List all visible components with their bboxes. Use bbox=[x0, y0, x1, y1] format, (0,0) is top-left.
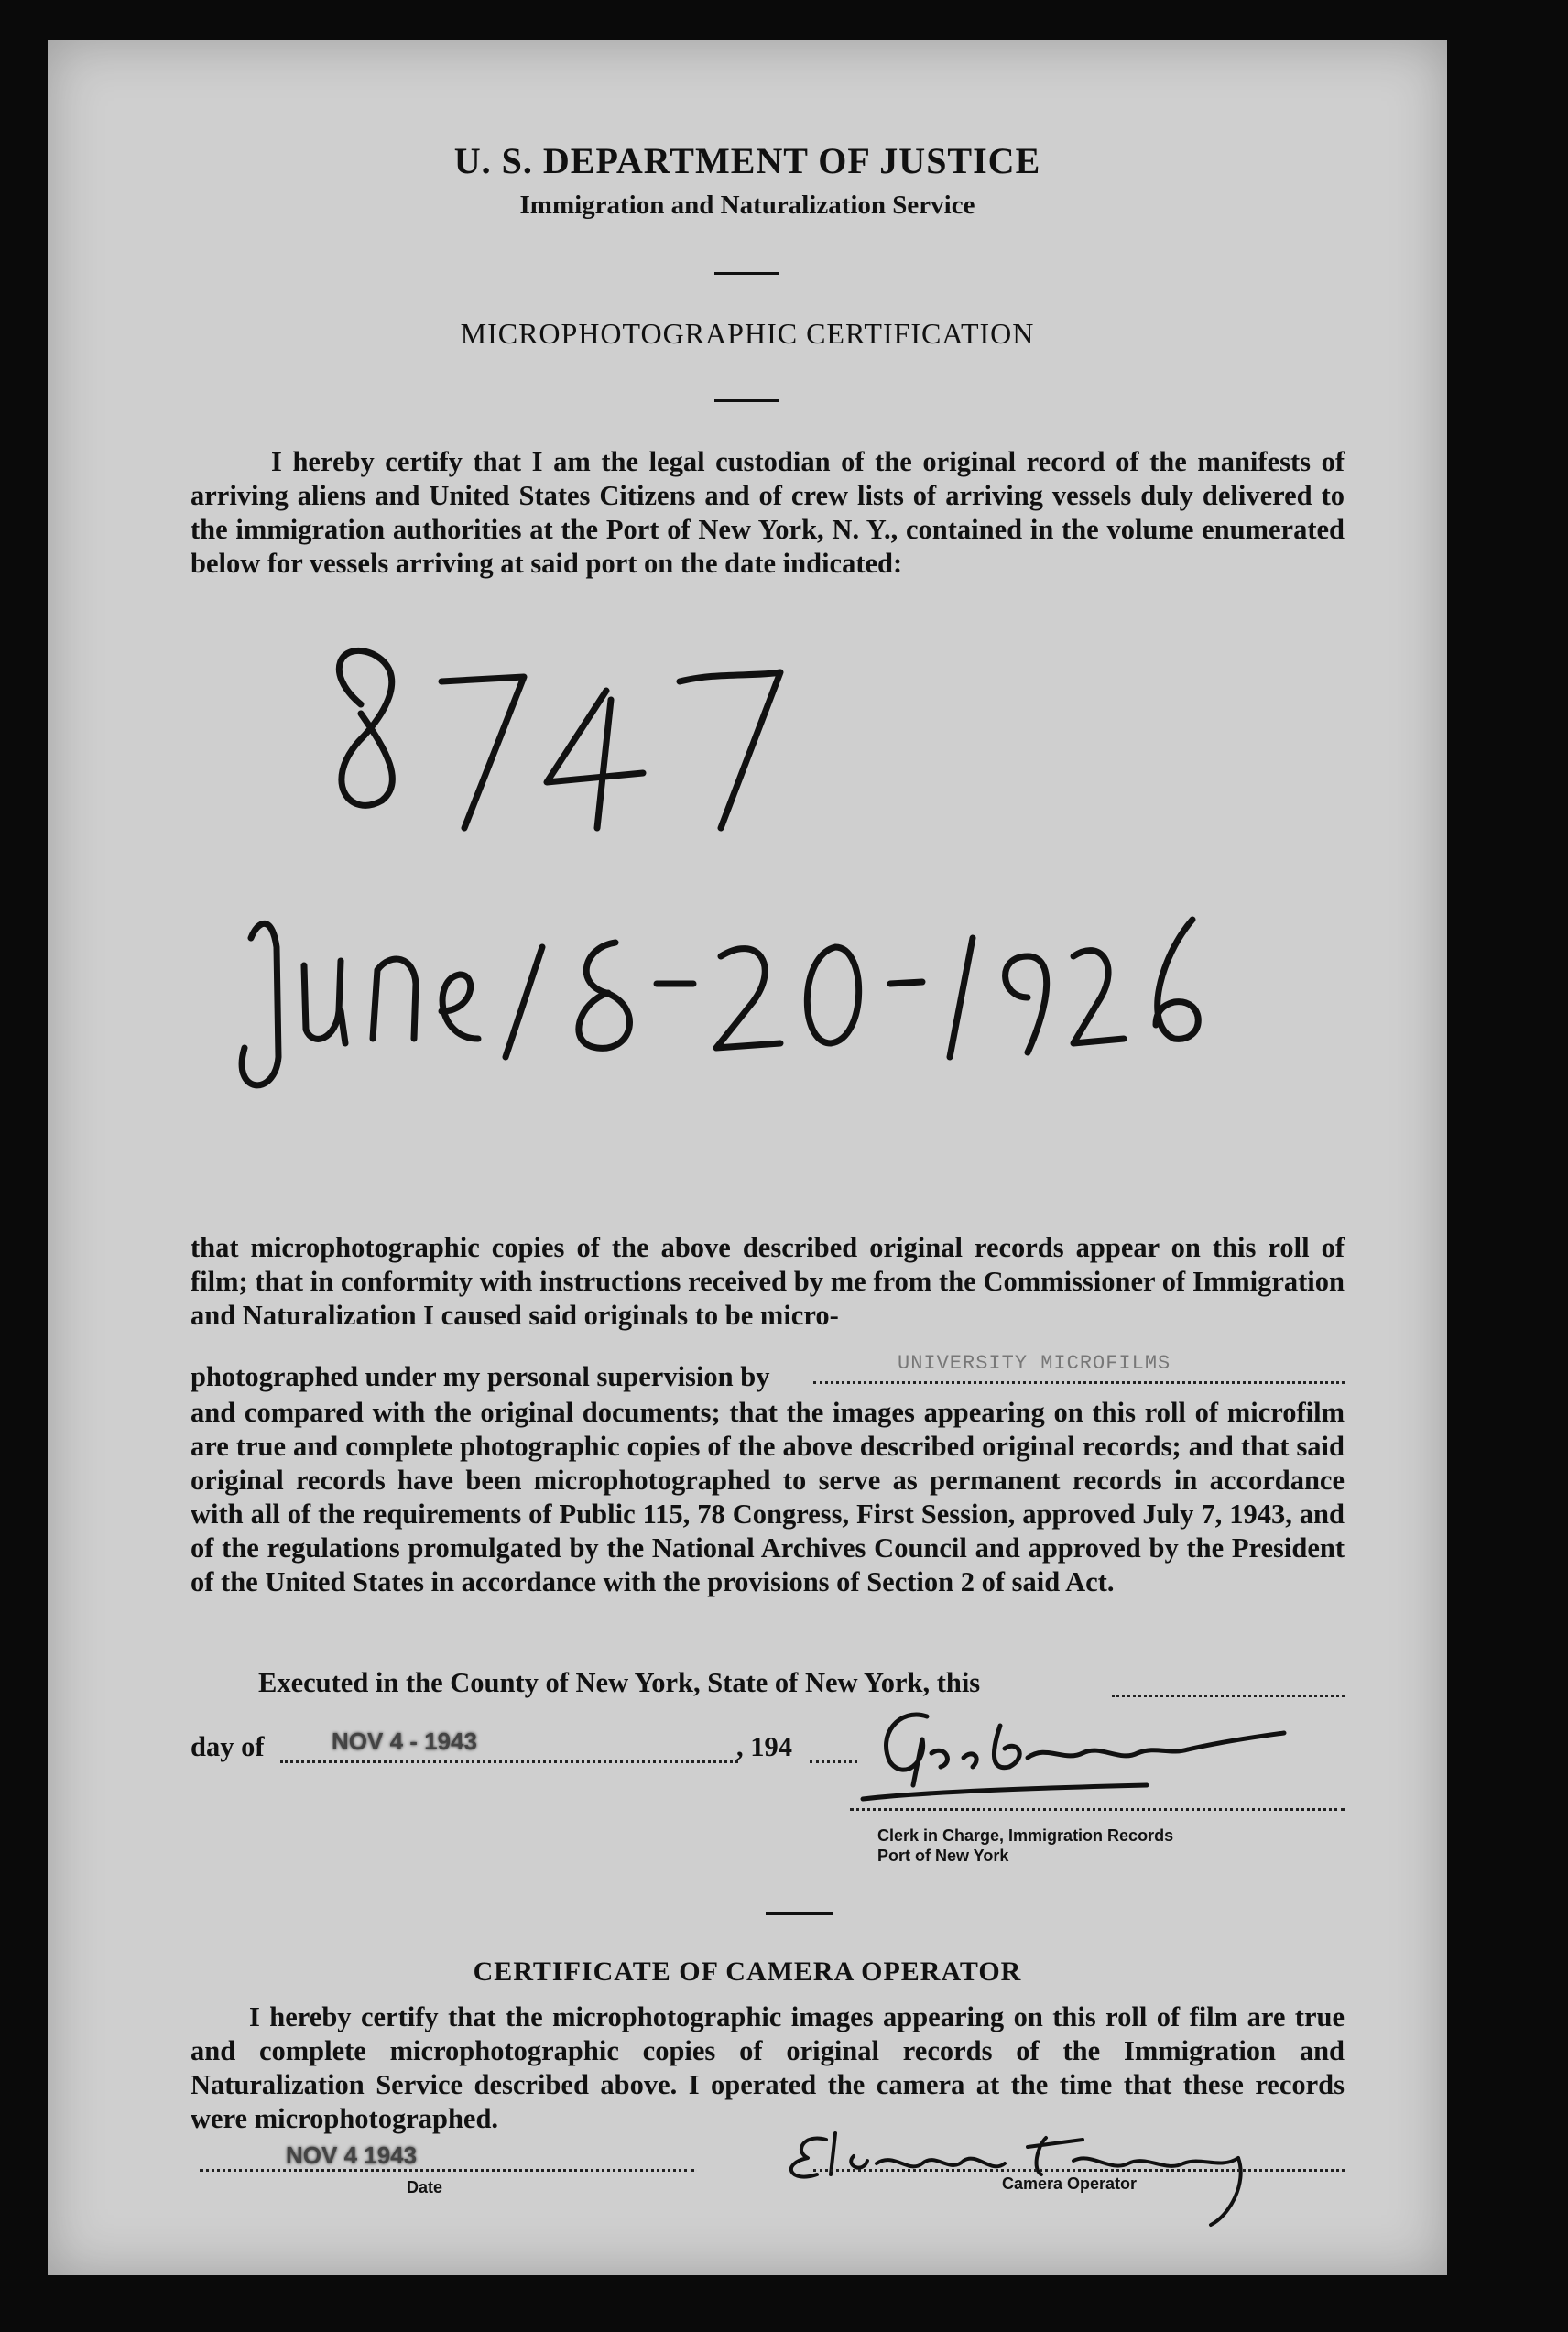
camera-certificate-title: CERTIFICATE OF CAMERA OPERATOR bbox=[473, 1956, 1022, 1987]
service-subheading: Immigration and Naturalization Service bbox=[519, 191, 975, 220]
day-of-date-stamp: NOV 4 - 1943 bbox=[332, 1727, 477, 1755]
body-paragraph-part2: and compared with the original documents; that the images appearing on this roll of microfilm are true and complete photographic copies of the above described original records; and that said original records have been microphotographed to serve as permanent records in accordance with all of the requirements of Public 115, 78 Congress, First Session, approved July 7, 1943, and of the regulations promulgated by the National Archives Council and approved by the President of the United States in accordance with the provisions of Section 2 of said Act. bbox=[191, 1397, 1345, 1597]
day-of-label: day of bbox=[191, 1731, 265, 1762]
department-heading: U. S. DEPARTMENT OF JUSTICE bbox=[453, 140, 1041, 181]
certificate-page bbox=[48, 40, 1447, 2275]
camera-certificate-paragraph: I hereby certify that the microphotographic images appearing on this roll of film are true and complete microphotographic copies of original records of the Immigration and Naturalization Service described above. I operated the camera at the time that these records were microphotographed. bbox=[191, 2001, 1345, 2134]
supervision-lead: photographed under my personal supervision by bbox=[191, 1361, 770, 1392]
date-stamp: NOV 4 1943 bbox=[286, 2141, 418, 2169]
body-paragraph-part1: that microphotographic copies of the above described original records appear on this roll of film; that in conformity with instructions received by me from the Commissioner of Immigration and Naturalization I caused said originals to be micro- bbox=[191, 1232, 1345, 1331]
clerk-title-line2: Port of New York bbox=[877, 1847, 1009, 1865]
camera-operator-label: Camera Operator bbox=[1002, 2174, 1138, 2193]
date-label: Date bbox=[407, 2178, 443, 2196]
certification-title: MICROPHOTOGRAPHIC CERTIFICATION bbox=[460, 317, 1035, 350]
camera-operator-signature bbox=[48, 40, 1447, 2275]
supervision-by-value: UNIVERSITY MICROFILMS bbox=[898, 1352, 1171, 1375]
year-prefix: , 194 bbox=[736, 1731, 792, 1762]
executed-text: Executed in the County of New York, State of New York, this bbox=[258, 1667, 981, 1698]
intro-paragraph: I hereby certify that I am the legal custodian of the original record of the manifests of arriving aliens and United States Citizens and of crew lists of arriving vessels duly delivered to the immigration authorities at the Port of New York, N. Y., contained in the volume enumerated below for vessels arriving at said port on the date indicated: bbox=[191, 446, 1345, 579]
camera-operator-signature-line bbox=[813, 2143, 1345, 2172]
clerk-title-line1: Clerk in Charge, Immigration Records bbox=[877, 1826, 1174, 1845]
